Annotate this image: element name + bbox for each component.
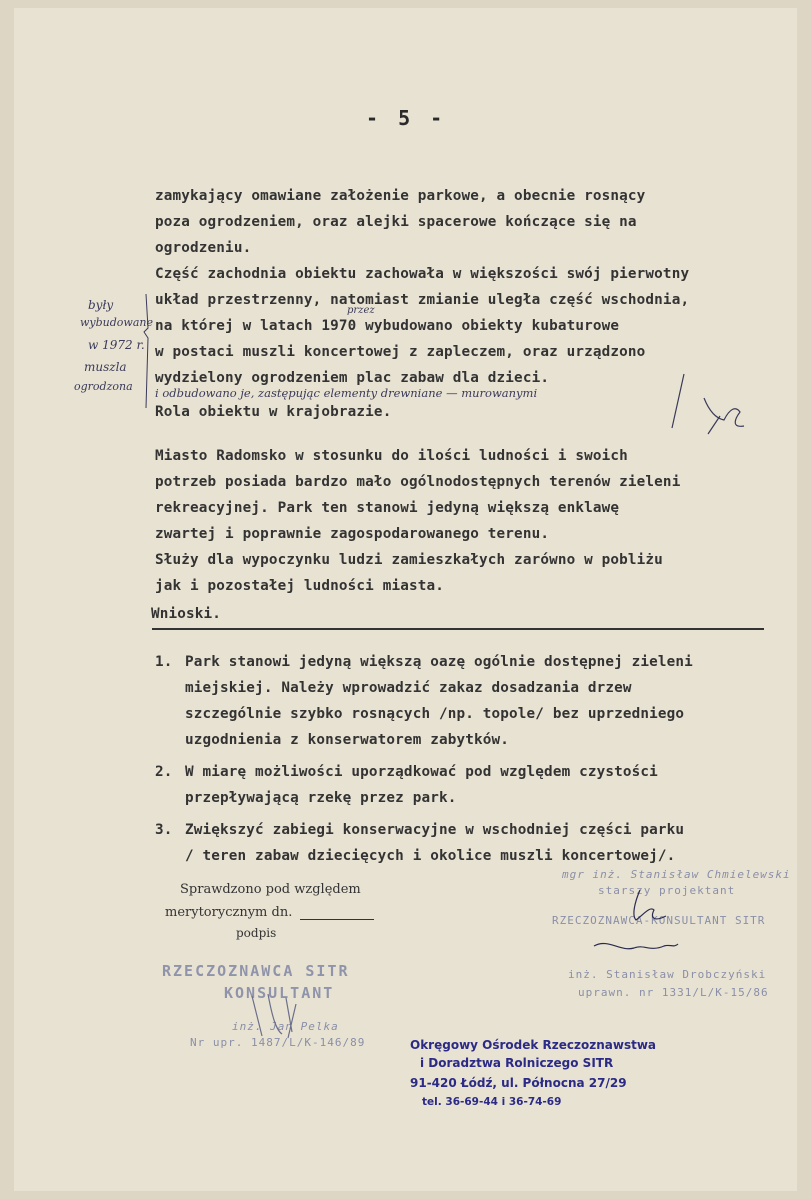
conclusions-heading: Wnioski. bbox=[151, 606, 222, 622]
verification-line: Sprawdzono pod względem bbox=[180, 882, 361, 897]
conclusion-line: / teren zabaw dziecięcych i okolice muszli koncertowej/. bbox=[185, 848, 676, 864]
signature-rule bbox=[300, 919, 374, 920]
conclusion-line: przepływającą rzekę przez park. bbox=[185, 790, 457, 806]
stamp-signature-icon bbox=[242, 986, 312, 1046]
conclusion-line: Park stanowi jedyną większą oazę ogólnie dostępnej zieleni bbox=[185, 654, 693, 670]
margin-bracket-icon bbox=[132, 288, 162, 418]
text-line: poza ogrodzeniem, oraz alejki spacerowe kończące się na bbox=[155, 214, 637, 230]
text-line: rekreacyjnej. Park ten stanowi jedyną większą enklawę bbox=[155, 500, 620, 516]
handwritten-above-note: przez bbox=[347, 305, 375, 316]
office-stamp-line: Okręgowy Ośrodek Rzeczoznawstwa bbox=[410, 1038, 657, 1052]
office-stamp-line: i Doradztwa Rolniczego SITR bbox=[420, 1056, 614, 1070]
conclusion-line: W miarę możliwości uporządkować pod względem czystości bbox=[185, 764, 658, 780]
handwritten-signature-icon bbox=[574, 886, 694, 976]
text-line: zamykający omawiane założenie parkowe, a obecnie rosnący bbox=[155, 188, 646, 204]
margin-note-line: muszla bbox=[84, 360, 127, 374]
handwritten-signature-icon bbox=[644, 368, 754, 438]
stamp-left-line: RZECZOZNAWCA SITR bbox=[162, 962, 350, 980]
conclusion-line: miejskiej. Należy wprowadzić zakaz dosadzania drzew bbox=[185, 680, 632, 696]
text-line: układ przestrzenny, natomiast zmianie uległa część wschodnia, bbox=[155, 292, 690, 308]
stamp-left-line: Nr upr. 1487/L/K-146/89 bbox=[190, 1036, 366, 1049]
text-line: zwartej i poprawnie zagospodarowanego terenu. bbox=[155, 526, 550, 542]
text-line: Służy dla wypoczynku ludzi zamieszkałych zarówno w pobliżu bbox=[155, 552, 663, 568]
margin-note-line: były bbox=[88, 298, 114, 312]
conclusion-line: szczególnie szybko rosnących /np. topole/ bez uprzedniego bbox=[185, 706, 685, 722]
text-line: na której w latach 1970 wybudowano obiekty kubaturowe bbox=[155, 318, 620, 334]
stamp-right-line: mgr inż. Stanisław Chmielewski bbox=[562, 868, 791, 881]
margin-note-line: w 1972 r. bbox=[88, 338, 145, 352]
text-line: wydzielony ogrodzeniem plac zabaw dla dzieci. bbox=[155, 370, 550, 386]
text-line: Część zachodnia obiektu zachowała w większości swój pierwotny bbox=[155, 266, 690, 282]
stamp-right-line: inż. Stanisław Drobczyński bbox=[568, 968, 767, 981]
conclusion-line: uzgodnienia z konserwatorem zabytków. bbox=[185, 732, 510, 748]
text-line: w postaci muszli koncertowej z zapleczem, oraz urządzono bbox=[155, 344, 646, 360]
stamp-right-line: starszy projektant bbox=[598, 884, 736, 897]
verification-line: merytorycznym dn. bbox=[165, 905, 293, 920]
margin-note-line: ogrodzona bbox=[74, 380, 133, 393]
office-stamp-line: tel. 36-69-44 i 36-74-69 bbox=[422, 1096, 562, 1108]
text-line: Miasto Radomsko w stosunku do ilości ludności i swoich bbox=[155, 448, 628, 464]
text-line: ogrodzeniu. bbox=[155, 240, 252, 256]
conclusion-line: Zwiększyć zabiegi konserwacyjne w wschodniej części parku bbox=[185, 822, 685, 838]
handwritten-insert: i odbudowano je, zastępując elementy drewniane — murowanymi bbox=[155, 386, 538, 400]
margin-note-line: wybudowane bbox=[80, 316, 153, 329]
stamp-left-line: KONSULTANT bbox=[224, 984, 335, 1002]
conclusion-number: 1. bbox=[155, 654, 173, 670]
document-page bbox=[14, 8, 797, 1191]
section-heading: Rola obiektu w krajobrazie. bbox=[155, 404, 392, 420]
stamp-left-line: inż. Jan Pelka bbox=[232, 1020, 339, 1033]
office-stamp-line: 91-420 Łódź, ul. Północna 27/29 bbox=[410, 1076, 627, 1090]
text-line: potrzeb posiada bardzo mało ogólnodostępnych terenów zieleni bbox=[155, 474, 681, 490]
conclusion-number: 2. bbox=[155, 764, 173, 780]
text-line: jak i pozostałej ludności miasta. bbox=[155, 578, 444, 594]
verification-signature-label: podpis bbox=[236, 926, 277, 940]
conclusion-number: 3. bbox=[155, 822, 173, 838]
stamp-right-line: uprawn. nr 1331/L/K-15/86 bbox=[578, 986, 769, 999]
heading-rule bbox=[152, 628, 764, 630]
page-number: - 5 - bbox=[366, 106, 447, 130]
stamp-right-line: RZECZOZNAWCA-KONSULTANT SITR bbox=[552, 914, 766, 927]
